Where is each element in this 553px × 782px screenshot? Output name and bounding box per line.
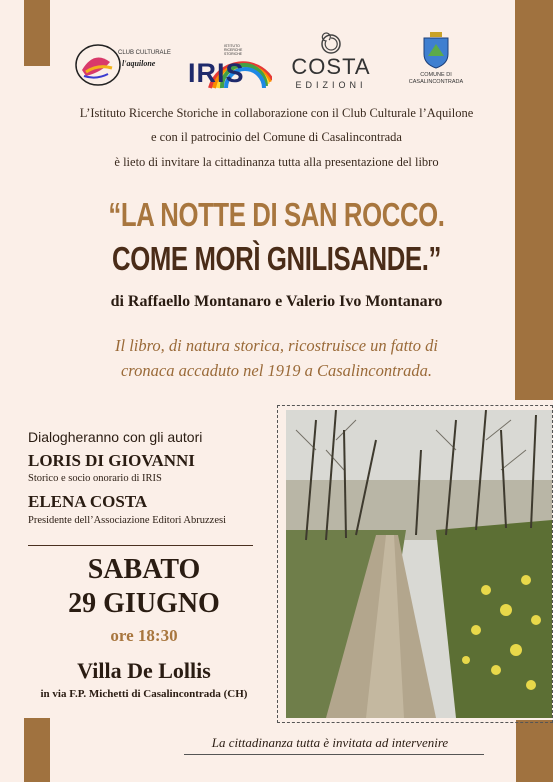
shell-icon — [286, 32, 376, 56]
iris-logo — [186, 40, 272, 90]
club-culturale-logo — [72, 40, 172, 90]
divider-rule — [28, 545, 253, 546]
footer-rule — [184, 754, 484, 755]
speaker-role-2: Presidente dell’Associazione Editori Abruzzesi — [28, 515, 226, 526]
speaker-role-1: Storico e socio onorario di IRIS — [28, 473, 162, 484]
coat-of-arms-icon — [400, 30, 472, 70]
dialog-intro: Dialogheranno con gli autori — [28, 429, 203, 445]
bottom-right-bar — [516, 720, 553, 782]
event-time: ore 18:30 — [110, 626, 178, 645]
costa-edizioni-logo — [286, 32, 376, 92]
book-authors: di Raffaello Montanaro e Valerio Ivo Montanaro — [110, 293, 443, 310]
book-title-line-1: “LA NOTTE DI SAN ROCCO. — [108, 196, 445, 233]
logos-row — [0, 26, 553, 96]
event-address: in via F.P. Michetti di Casalincontrada (CH) — [40, 688, 248, 700]
event-day: SABATO — [87, 554, 201, 585]
book-title-line-2: COME MORÌ GNILISANDE.” — [112, 240, 441, 277]
costa-sub: EDIZIONI — [295, 80, 367, 90]
event-venue: Villa De Lollis — [77, 658, 211, 683]
costa-word: COSTA — [291, 54, 371, 79]
comune-line1: COMUNE DI — [420, 72, 452, 78]
intro-line-2: e con il patrocinio del Comune di Casalincontrada — [151, 130, 402, 144]
club-logo-line2: l'aquilone — [122, 59, 156, 68]
blurb-line-1: Il libro, di natura storica, ricostruisce un fatto di — [115, 336, 438, 355]
club-logo-line1: CLUB CULTURALE — [118, 50, 171, 56]
blurb-line-2: cronaca accaduto nel 1919 a Casalincontrada. — [120, 361, 433, 380]
event-date: 29 GIUGNO — [68, 588, 220, 619]
intro-line-3: è lieto di invitare la cittadinanza tutta alla presentazione del libro — [114, 155, 439, 169]
iris-small-text: ISTITUTO RICERCHE STORICHE — [224, 44, 243, 56]
path-landscape-image — [286, 410, 552, 718]
comune-line2: CASALINCONTRADA — [408, 79, 464, 85]
speaker-name-2: ELENA COSTA — [28, 492, 148, 511]
comune-logo — [400, 30, 472, 92]
speaker-name-1: LORIS DI GIOVANNI — [28, 451, 195, 470]
country-path-photo — [286, 410, 552, 718]
bottom-left-bar — [24, 718, 50, 782]
intro-line-1: L’Istituto Ricerche Storiche in collaborazione con il Club Culturale l’Aquilone — [79, 106, 474, 120]
footer-invitation: La cittadinanza tutta è invitata ad intervenire — [211, 735, 449, 750]
iris-word: IRIS — [188, 58, 245, 88]
